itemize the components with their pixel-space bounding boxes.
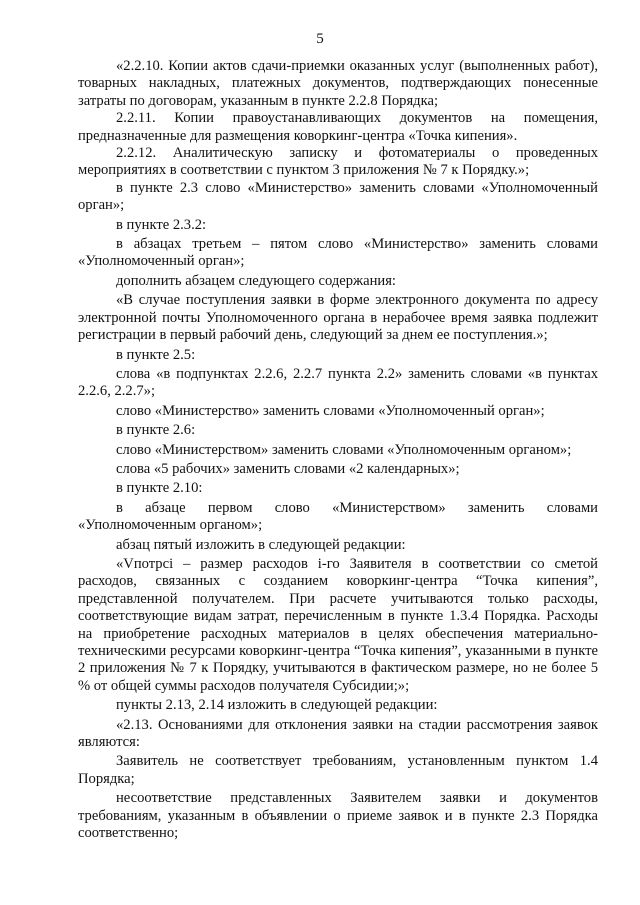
paragraph-amend-2-3-2: в абзацах третьем – пятом слово «Министерство» заменить словами «Уполномоченный орган»; (78, 236, 598, 270)
paragraph-amend-2-6-b: слова «5 рабочих» заменить словами «2 календарных»; (116, 460, 460, 477)
paragraph-clause-2-6: в пункте 2.6: (116, 422, 196, 439)
paragraph-amend-2-5-b: слово «Министерство» заменить словами «Уполномоченный орган»; (116, 402, 545, 419)
paragraph-reason-2: несоответствие представленных Заявителем заявки и документов требованиям, указанным в объявлении о приеме заявок и в пункте 2.3 Порядка соответственно; (78, 790, 598, 842)
paragraph-2-2-11: 2.2.11. Копии правоустанавливающих документов на помещения, предназначенные для размещения коворкинг-центра «Точка кипения». (78, 110, 598, 144)
paragraph-2-2-12: 2.2.12. Аналитическую записку и фотоматериалы о проведенных мероприятиях в соответствии с пунктом 3 приложения № 7 к Порядку.»; (78, 145, 598, 179)
paragraph-amend-2-5-a: слова «в подпунктах 2.2.6, 2.2.7 пункта 2.2» заменить словами «в пунктах 2.2.6, 2.2.7»; (78, 365, 598, 400)
paragraph-added-text: «В случае поступления заявки в форме электронного документа по адресу электронной почты Уполномоченного органа в нерабочее время заявка подлежит регистрации в первый рабочий день, следующий за днем ее поступления.»; (78, 292, 598, 344)
paragraph-2-2-10: «2.2.10. Копии актов сдачи-приемки оказанных услуг (выполненных работ), товарных накладных, платежных документов, подтверждающих понесенные затраты по договорам, указанным в пункте 2.2.8 Порядка; (78, 58, 598, 109)
paragraph-2-13: «2.13. Основаниями для отклонения заявки на стадии рассмотрения заявок являются: (78, 716, 598, 751)
paragraph-clause-2-10: в пункте 2.10: (116, 480, 203, 497)
paragraph-amend-2-10-intro: абзац пятый изложить в следующей редакции: (116, 536, 406, 553)
paragraph-amend-2-10-a: в абзаце первом слово «Министерством» заменить словами «Уполномоченным органом»; (78, 499, 598, 534)
paragraph-formula-definition: «Vпотрсi – размер расходов i-го Заявителя в соответствии со сметой расходов, связанных с созданием коворкинг-центра “Точка кипения”, представленной получателем. При расчете учитываются только расходы, соответствующие видам затрат, перечисленным в пункте 1.3.4 Порядка. Расходы на приобретение расходных материалов в целях обеспечения материально-техническими ресурсами коворкинг-центра “Точка кипения”, указанными в пункте 2 приложения № 7 к Порядку, учитываются в фактическом размере, но не более 5 % от общей суммы расходов получателя Субсидии;»; (78, 555, 598, 694)
document-body (78, 58, 598, 842)
paragraph-clause-2-3-2: в пункте 2.3.2: (116, 216, 207, 233)
paragraph-amend-2-3: в пункте 2.3 слово «Министерство» заменить словами «Уполномоченный орган»; (78, 179, 598, 214)
paragraph-amend-2-13-intro: пункты 2.13, 2.14 изложить в следующей редакции: (116, 697, 438, 714)
page-number: 5 (316, 31, 324, 47)
paragraph-clause-2-5: в пункте 2.5: (116, 346, 196, 363)
paragraph-amend-2-6-a: слово «Министерством» заменить словами «Уполномоченным органом»; (116, 441, 572, 458)
paragraph-add-intro: дополнить абзацем следующего содержания: (116, 272, 396, 289)
paragraph-reason-1: Заявитель не соответствует требованиям, установленным пунктом 1.4 Порядка; (78, 753, 598, 787)
